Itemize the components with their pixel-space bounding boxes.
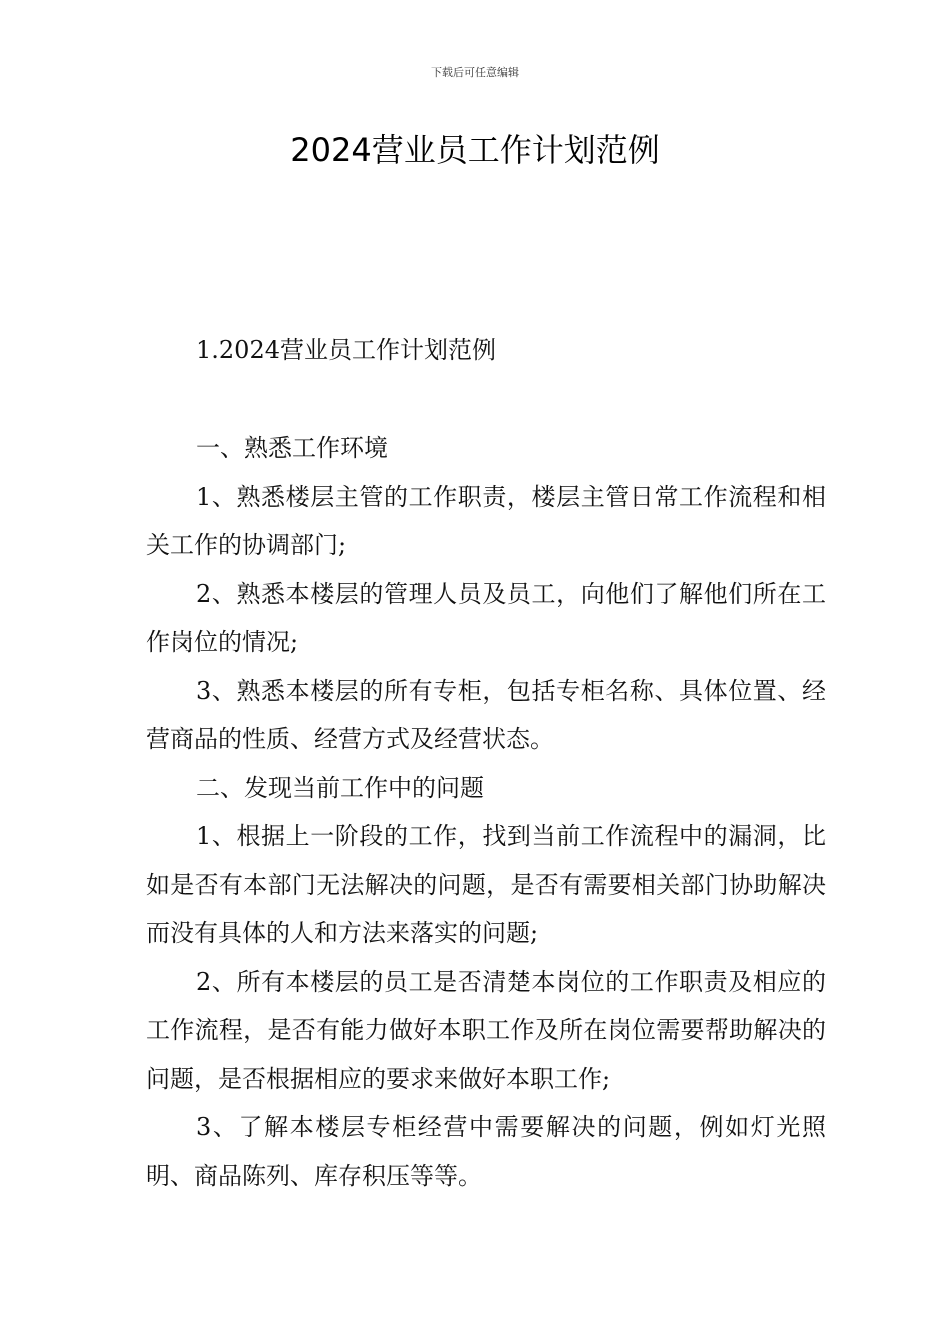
paragraph: 2、所有本楼层的员工是否清楚本岗位的工作职责及相应的工作流程，是否有能力做好本职工作及所在岗位需要帮助解决的问题，是否根据相应的要求来做好本职工作; bbox=[146, 967, 826, 1093]
section-heading-2: 二、发现当前工作中的问题 bbox=[196, 773, 484, 802]
document-body bbox=[146, 424, 826, 1200]
paragraph: 3、了解本楼层专柜经营中需要解决的问题，例如灯光照明、商品陈列、库存积压等等。 bbox=[146, 1113, 826, 1190]
section-subtitle: 1.2024营业员工作计划范例 bbox=[196, 336, 496, 364]
paragraph: 1、熟悉楼层主管的工作职责，楼层主管日常工作流程和相关工作的协调部门; bbox=[146, 482, 826, 559]
paragraph: 2、熟悉本楼层的管理人员及员工，向他们了解他们所在工作岗位的情况; bbox=[146, 579, 826, 656]
paragraph: 3、熟悉本楼层的所有专柜，包括专柜名称、具体位置、经营商品的性质、经营方式及经营状态。 bbox=[146, 676, 826, 753]
section-heading-1: 一、熟悉工作环境 bbox=[196, 434, 388, 462]
document-title: 2024营业员工作计划范例 bbox=[290, 131, 660, 169]
paragraph: 1、根据上一阶段的工作，找到当前工作流程中的漏洞，比如是否有本部门无法解决的问题，是否有需要相关部门协助解决而没有具体的人和方法来落实的问题; bbox=[146, 822, 826, 947]
page-header-note: 下载后可任意编辑 bbox=[431, 66, 519, 79]
